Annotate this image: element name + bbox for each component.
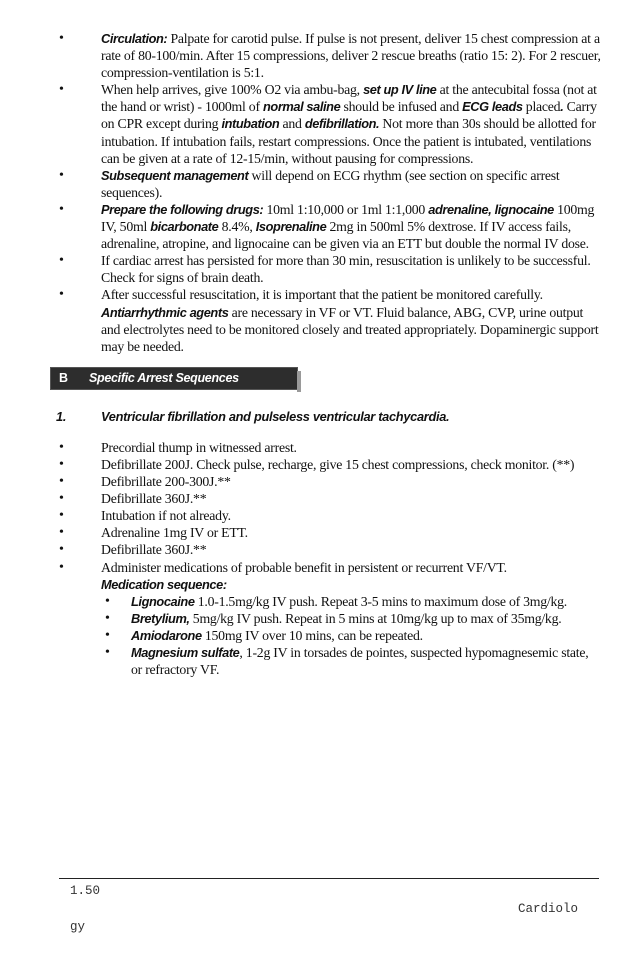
medication-item: [101, 644, 601, 678]
chapter-name-continued: gy: [70, 920, 86, 934]
bullet: •: [105, 627, 110, 643]
step-text: Intubation if not already.: [101, 508, 231, 524]
medication-sequence-title: Medication sequence:: [101, 576, 227, 592]
emphasis: bicarbonate: [150, 219, 219, 235]
item-text: 2mg in 500ml 5% dextrose. If IV access fails, adrenaline, atropine, and lignocaine can be given via an ETT but double the normal IV dose.: [101, 219, 589, 252]
bullet: •: [59, 491, 64, 507]
subsection-heading: [56, 408, 601, 425]
section-bar-shadow: [297, 371, 301, 392]
medication-item: [101, 610, 601, 627]
drug-text: 1.0-1.5mg/kg IV push. Repeat 3-5 mins to maximum dose of 3mg/kg.: [194, 593, 568, 609]
general-management-list: [56, 30, 601, 355]
list-item: [56, 252, 601, 286]
emphasis: adrenaline, lignocaine: [428, 201, 554, 217]
footer-rule: [59, 878, 599, 879]
item-text: If cardiac arrest has persisted for more than 30 min, resuscitation is unlikely to be successful. Check for signs of brain death.: [101, 253, 591, 286]
bullet: •: [59, 559, 64, 575]
list-item: [56, 490, 601, 507]
section-letter: B: [59, 370, 68, 385]
section-header-bar: [50, 367, 298, 390]
bullet: •: [59, 201, 64, 217]
bullet: •: [59, 508, 64, 524]
emphasis: normal saline: [263, 99, 341, 115]
item-text: Not more than 30s should be allotted for intubation. If intubation fails, restart compressions. Once the patient is intubated, ventilations can be given at a rate of 12-15/min, without pausing for compressions.: [101, 116, 596, 166]
bullet: •: [59, 474, 64, 490]
bullet: •: [59, 31, 64, 46]
drug-text: 5mg/kg IV push. Repeat in 5 mins at 10mg/kg up to max of 35mg/kg.: [189, 610, 562, 626]
step-text: Adrenaline 1mg IV or ETT.: [101, 525, 248, 541]
drug-name: Bretylium,: [131, 610, 190, 626]
bullet: •: [59, 439, 64, 455]
drug-name: Lignocaine: [131, 593, 195, 609]
emphasis: .: [560, 99, 564, 115]
emphasis: Antiarrhythmic agents: [101, 304, 229, 320]
list-item: [56, 286, 601, 354]
drug-name: Amiodarone: [131, 627, 202, 643]
bullet: •: [105, 645, 110, 660]
step-text: Defibrillate 360J.**: [101, 542, 207, 558]
step-text: Defibrillate 360J.**: [101, 491, 207, 507]
drug-text: , 1-2g IV in torsades de pointes, suspected hypomagnesemic state, or refractory VF.: [131, 645, 589, 678]
list-item: [56, 439, 601, 456]
step-text: Administer medications of probable benefit in persistent or recurrent VF/VT.: [101, 559, 507, 575]
bullet: •: [59, 456, 64, 472]
list-item: [56, 524, 601, 541]
list-item: [56, 507, 601, 524]
list-item: [56, 81, 601, 166]
section-title: Specific Arrest Sequences: [89, 370, 239, 385]
item-text: After successful resuscitation, it is important that the patient be monitored carefully.: [101, 287, 543, 303]
emphasis: intubation: [221, 116, 280, 132]
step-text: Precordial thump in witnessed arrest.: [101, 439, 297, 455]
item-text: and: [279, 116, 305, 132]
item-text: 10ml 1:10,000 or 1ml 1:1,000: [263, 201, 429, 217]
list-item: [56, 167, 601, 201]
arrest-steps-list: [56, 439, 601, 678]
item-text: will depend on ECG rhythm (see section on specific arrest sequences).: [101, 167, 560, 200]
emphasis: set up IV line: [363, 82, 437, 98]
emphasis: Isoprenaline: [255, 219, 327, 235]
emphasis: Subsequent management: [101, 167, 249, 183]
bullet: •: [105, 610, 110, 626]
emphasis: ECG leads: [462, 99, 523, 115]
heading-number: 1.: [56, 408, 67, 424]
item-text: 100mg IV, 50ml: [101, 201, 595, 235]
medication-list: [101, 593, 601, 678]
list-item: [56, 30, 601, 81]
item-text: When help arrives, give 100% O2 via ambu-bag,: [101, 82, 364, 98]
medication-item: [101, 593, 601, 610]
chapter-name: Cardiolo: [518, 902, 579, 916]
emphasis: defibrillation.: [304, 116, 380, 132]
step-text: Defibrillate 200J. Check pulse, recharge, give 15 chest compressions, check monitor. (**): [101, 456, 575, 472]
bullet: •: [59, 525, 64, 541]
bullet: •: [105, 593, 110, 609]
step-text: Defibrillate 200-300J.**: [101, 474, 231, 490]
list-item: [56, 456, 601, 473]
item-text: should be infused and: [340, 99, 463, 115]
bullet: •: [59, 167, 64, 183]
list-item: [56, 201, 601, 252]
item-text: are necessary in VF or VT. Fluid balance, ABG, CVP, urine output and electrolytes need to be monitored closely and treated appropriately. Dopaminergic support may be needed.: [101, 304, 599, 354]
heading-title: Ventricular fibrillation and pulseless ventricular tachycardia.: [101, 408, 450, 424]
bullet: •: [59, 82, 64, 98]
drug-text: 150mg IV over 10 mins, can be repeated.: [201, 627, 423, 643]
item-text: Carry on CPR except during: [101, 99, 597, 132]
document-body: [56, 30, 601, 678]
emphasis: Prepare the following drugs:: [101, 201, 264, 217]
item-text: 8.4%,: [218, 219, 256, 235]
list-item: [56, 541, 601, 558]
bullet: •: [59, 542, 64, 558]
item-text: placed: [522, 99, 561, 115]
bullet: •: [59, 253, 64, 269]
item-text: Palpate for carotid pulse. If pulse is not present, deliver 15 chest compression at a rate of 80-100/min. After 15 compressions, deliver 2 rescue breaths (ratio 15: 2). For 2 rescuer, compression-ventilation is 5:1.: [101, 31, 601, 81]
circulation-label: Circulation:: [101, 31, 168, 46]
list-item: [56, 473, 601, 490]
item-text: at the antecubital fossa (not at the hand or wrist) - 1000ml of: [101, 82, 597, 115]
list-item: [56, 559, 601, 679]
medication-item: [101, 627, 601, 644]
page-number: 1.50: [70, 884, 101, 898]
bullet: •: [59, 287, 64, 303]
drug-name: Magnesium sulfate: [131, 645, 240, 660]
